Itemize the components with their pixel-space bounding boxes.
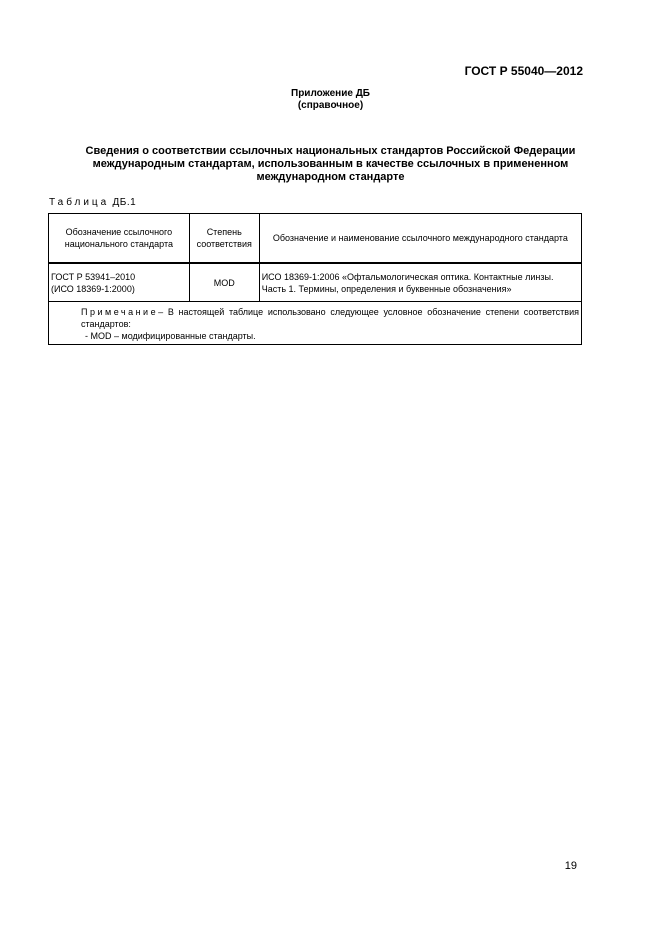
national-standard-code: ГОСТ Р 53941–2010: [51, 271, 136, 282]
note-text: – В настоящей таблице использовано следующее условное обозначение степени соответствия стандартов:: [81, 307, 579, 329]
table-note-row: [49, 302, 582, 345]
appendix-subtitle: (справочное): [297, 100, 364, 111]
document-code: ГОСТ Р 55040—2012: [464, 64, 583, 78]
appendix-title-block: [0, 88, 661, 112]
table-caption-id: ДБ.1: [112, 197, 137, 208]
cell-national-standard: [49, 263, 190, 302]
table-caption: [49, 197, 136, 208]
reference-table: [48, 213, 582, 345]
header-degree: Степень соответствия: [189, 214, 259, 264]
header-national-standard: Обозначение ссылочного национального стандарта: [49, 214, 190, 264]
note-paragraph: [51, 306, 579, 330]
header-international-standard: Обозначение и наименование ссылочного международного стандарта: [259, 214, 581, 264]
table-row: [49, 263, 582, 302]
note-lead: Примечание: [81, 307, 159, 317]
table-caption-word: Таблица: [49, 197, 110, 208]
national-standard-iso-ref: (ИСО 18369-1:2000): [51, 283, 135, 294]
page-number: 19: [564, 860, 577, 872]
table-header-row: [49, 214, 582, 264]
table-note: [49, 302, 582, 345]
cell-international-standard: ИСО 18369-1:2006 «Офтальмологическая оптика. Контактные линзы. Часть 1. Термины, определения и буквенные обозначения»: [259, 263, 581, 302]
appendix-title: Приложение ДБ: [291, 88, 370, 99]
cell-degree: MOD: [189, 263, 259, 302]
note-item: - MOD – модифицированные стандарты.: [85, 331, 256, 341]
section-heading: Сведения о соответствии ссылочных национальных стандартов Российской Федерации международным стандартам, использованным в качестве ссылочных в примененном международном стандарте: [85, 145, 576, 183]
